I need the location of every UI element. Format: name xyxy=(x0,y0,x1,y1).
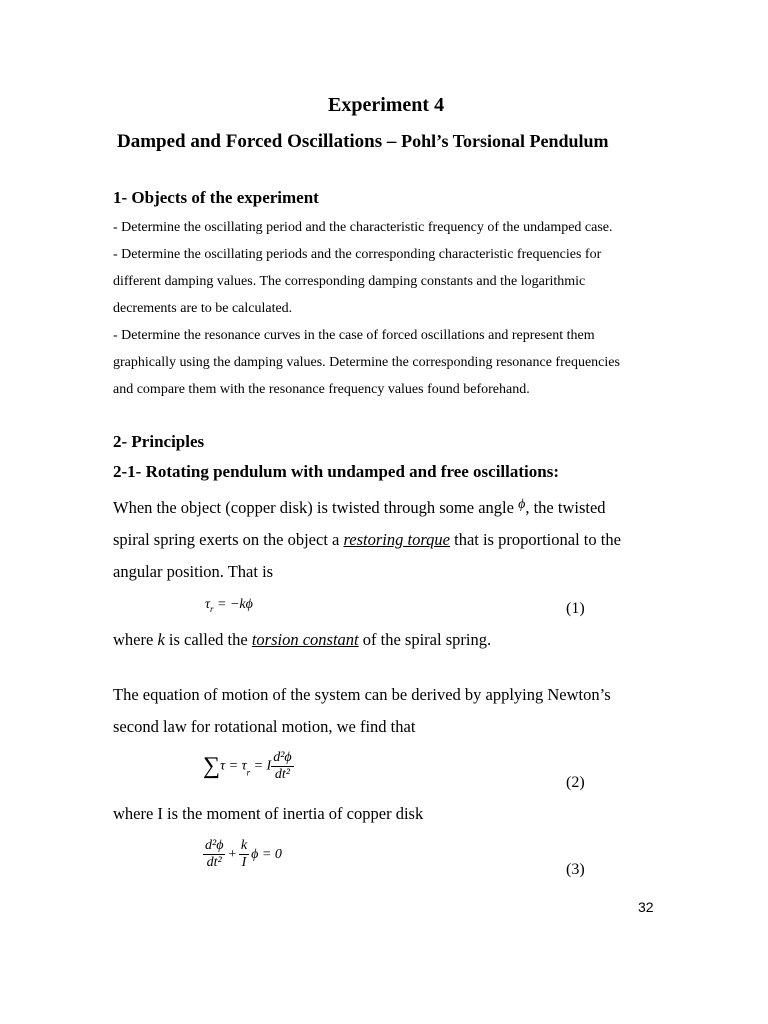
paragraph-line: second law for rotational motion, we find that xyxy=(113,717,416,736)
paragraph-line xyxy=(113,498,606,518)
paragraph-line: where I is the moment of inertia of copper disk xyxy=(113,804,424,823)
eq-rhs: = −kϕ xyxy=(213,597,253,612)
text-run: that is proportional to the xyxy=(449,530,621,549)
section1-line: - Determine the resonance curves in the case of forced oscillations and represent them xyxy=(113,328,595,343)
page-number: 32 xyxy=(638,899,654,915)
section2-subheading: 2-1- Rotating pendulum with undamped and free oscillations: xyxy=(113,462,559,481)
equation-number: (2) xyxy=(566,774,585,791)
section1-line: - Determine the oscillating periods and the corresponding characteristic frequencies for xyxy=(113,247,602,262)
text-run: , the twisted xyxy=(525,498,606,517)
equation-1 xyxy=(205,597,253,614)
fraction xyxy=(239,838,249,871)
page-subtitle xyxy=(117,131,609,153)
fraction xyxy=(203,838,225,871)
text-run: When the object (copper disk) is twisted through some angle xyxy=(113,498,519,517)
eq-rhs: ϕ = 0 xyxy=(251,846,282,862)
fraction-denominator: dt² xyxy=(206,855,222,870)
plus-sign: + xyxy=(227,846,237,862)
section1-line: different damping values. The corresponding damping constants and the logarithmic xyxy=(113,274,586,289)
k-symbol: k xyxy=(157,630,165,649)
fraction-numerator: d²ϕ xyxy=(205,838,224,853)
subtitle-main: Damped and Forced Oscillations – xyxy=(117,131,402,152)
paragraph-line: angular position. That is xyxy=(113,562,274,581)
equation-number: (3) xyxy=(566,861,585,878)
section1-line: - Determine the oscillating period and the characteristic frequency of the undamped case. xyxy=(113,220,613,235)
paragraph-line xyxy=(113,630,491,650)
equation-2 xyxy=(203,750,294,783)
section1-line: decrements are to be calculated. xyxy=(113,301,293,316)
eq-symbol: τ xyxy=(205,597,211,612)
sum-symbol: ∑ xyxy=(203,753,221,779)
phi-symbol: ϕ xyxy=(518,497,526,512)
section1-heading: 1- Objects of the experiment xyxy=(113,188,319,207)
eq-mid: = I xyxy=(250,758,272,774)
equation-number: (1) xyxy=(566,600,585,617)
text-run: where xyxy=(113,630,158,649)
fraction xyxy=(271,750,293,783)
subtitle-sub: Pohl’s Torsional Pendulum xyxy=(401,131,609,151)
fraction-numerator: d²ϕ xyxy=(273,750,292,765)
equation-3 xyxy=(203,838,282,871)
text-run: of the spiral spring. xyxy=(358,630,492,649)
section1-line: and compare them with the resonance frequency values found beforehand. xyxy=(113,382,530,397)
eq-lhs: τ = τ xyxy=(220,758,247,774)
paragraph-line: The equation of motion of the system can be derived by applying Newton’s xyxy=(113,685,611,704)
eq-subscript: r xyxy=(210,603,214,614)
torsion-constant-term: torsion constant xyxy=(251,630,359,649)
fraction-denominator: dt² xyxy=(274,767,290,782)
eq-subscript: r xyxy=(246,767,251,778)
paragraph-line xyxy=(113,530,621,550)
restoring-torque-term: restoring torque xyxy=(343,530,450,549)
page-title: Experiment 4 xyxy=(328,94,445,116)
section2-heading: 2- Principles xyxy=(113,432,205,451)
section1-line: graphically using the damping values. Determine the corresponding resonance frequencies xyxy=(113,355,620,370)
text-run: spiral spring exerts on the object a xyxy=(113,530,344,549)
text-run: is called the xyxy=(164,630,252,649)
fraction-numerator: k xyxy=(240,838,248,853)
fraction-denominator: I xyxy=(241,855,247,870)
